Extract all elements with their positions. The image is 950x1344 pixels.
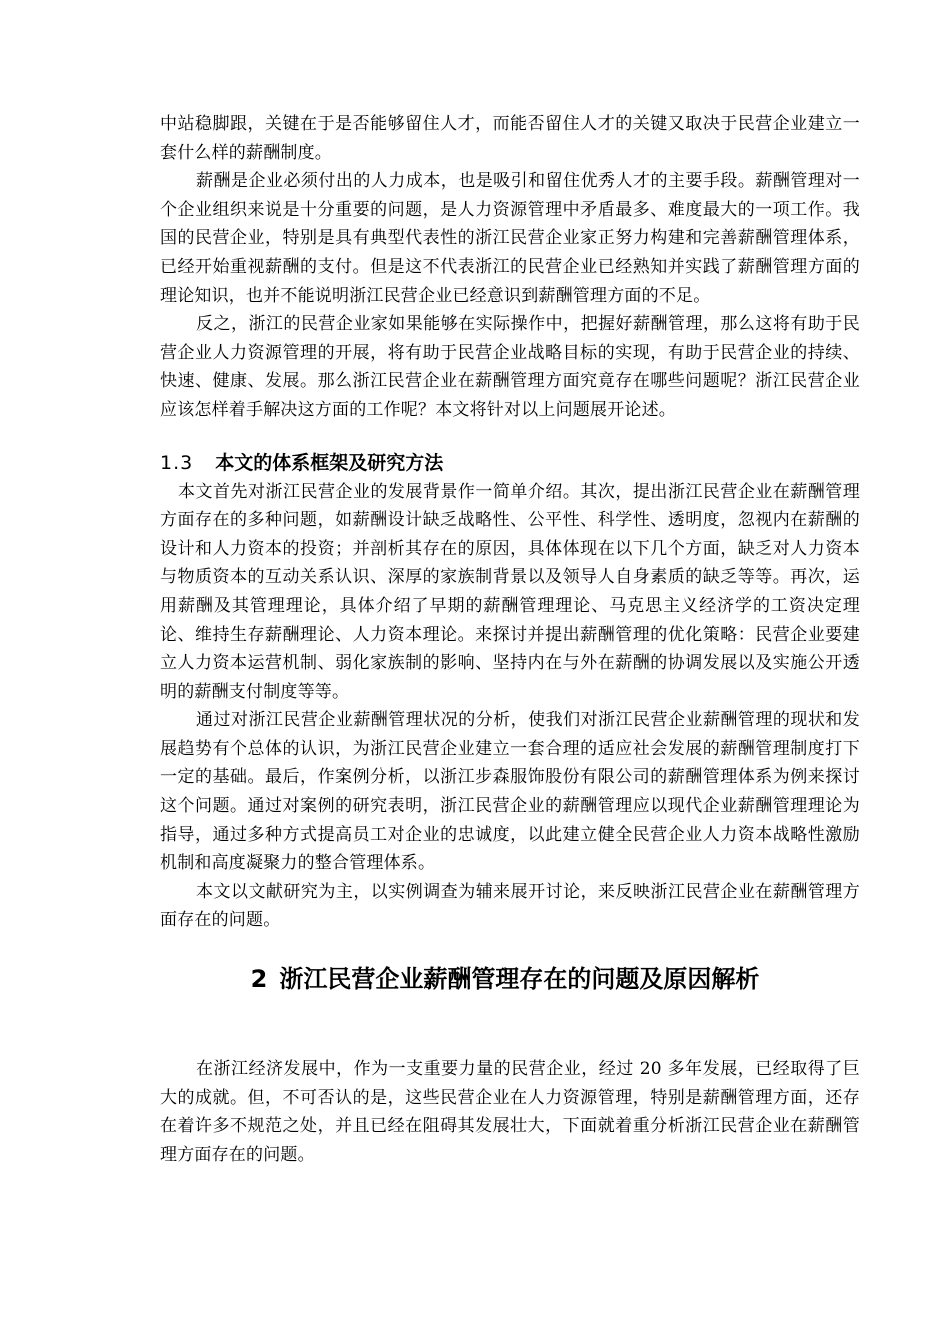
- paragraph-conversely: 反之，浙江的民营企业家如果能够在实际操作中，把握好薪酬管理，那么这将有助于民营企业人力资源管理的开展，将有助于民营企业战略目标的实现，有助于民营企业的持续、快速、健康、发展。那么浙江民营企业在薪酬管理方面究竟存在哪些问题呢？浙江民营企业应该怎样着手解决这方面的工作呢？本文将针对以上问题展开论述。: [160, 314, 860, 420]
- paragraph-continued: 中站稳脚跟，关键在于是否能够留住人才，而能否留住人才的关键又取决于民营企业建立一套什么样的薪酬制度。: [160, 114, 860, 163]
- paragraph-method: 本文以文献研究为主，以实例调查为辅来展开讨论，来反映浙江民营企业在薪酬管理方面存在的问题。: [160, 881, 860, 931]
- section-number: 1.3: [160, 451, 194, 474]
- paragraph-salary-intro: 薪酬是企业必须付出的人力成本，也是吸引和留住优秀人才的主要手段。薪酬管理对一个企业组织来说是十分重要的问题，是人力资源管理中矛盾最多、难度最大的一项工作。我国的民营企业，特别是具有典型代表性的浙江民营企业家正努力构建和完善薪酬管理体系，已经开始重视薪酬的支付。但是这不代表浙江的民营企业已经熟知并实践了薪酬管理方面的理论知识，也并不能说明浙江民营企业已经意识到薪酬管理方面的不足。: [160, 171, 860, 306]
- section-heading-1-3: [160, 448, 860, 478]
- chapter-title: 浙江民营企业薪酬管理存在的问题及原因解析: [279, 965, 760, 994]
- spacer: [160, 997, 860, 1055]
- section-title: 本文的体系框架及研究方法: [215, 451, 444, 474]
- chapter-heading-2: [160, 961, 860, 997]
- paragraph-analysis: 通过对浙江民营企业薪酬管理状况的分析，使我们对浙江民营企业薪酬管理的现状和发展趋势有个总体的认识，为浙江民营企业建立一套合理的适应社会发展的薪酬管理制度打下一定的基础。最后，作案例分析，以浙江步森服饰股份有限公司的薪酬管理体系为例来探讨这个问题。通过对案例的研究表明，浙江民营企业的薪酬管理应以现代企业薪酬管理理论为指导，通过多种方式提高员工对企业的忠诚度，以此建立健全民营企业人力资本战略性激励机制和高度凝聚力的整合管理体系。: [160, 710, 860, 874]
- paragraph-zhejiang-economy: 在浙江经济发展中，作为一支重要力量的民营企业，经过 20 多年发展，已经取得了巨大的成就。但，不可否认的是，这些民营企业在人力资源管理，特别是薪酬管理方面，还存在着许多不规范之处，并且已经在阻碍其发展壮大，下面就着重分析浙江民营企业在薪酬管理方面存在的问题。: [160, 1059, 860, 1165]
- paragraph-framework: 本文首先对浙江民营企业的发展背景作一简单介绍。其次，提出浙江民营企业在薪酬管理方面存在的多种问题，如薪酬设计缺乏战略性、公平性、科学性、透明度，忽视内在薪酬的设计和人力资本的投资；并剖析其存在的原因，具体体现在以下几个方面，缺乏对人力资本与物质资本的互动关系认识、深厚的家族制背景以及领导人自身素质的缺乏等等。再次，运用薪酬及其管理理论，具体介绍了早期的薪酬管理理论、马克思主义经济学的工资决定理论、维持生存薪酬理论、人力资本理论。来探讨并提出薪酬管理的优化策略：民营企业要建立人力资本运营机制、弱化家族制的影响、坚持内在与外在薪酬的协调发展以及实施公开透明的薪酬支付制度等等。: [160, 481, 860, 702]
- chapter-number: 2: [250, 965, 268, 994]
